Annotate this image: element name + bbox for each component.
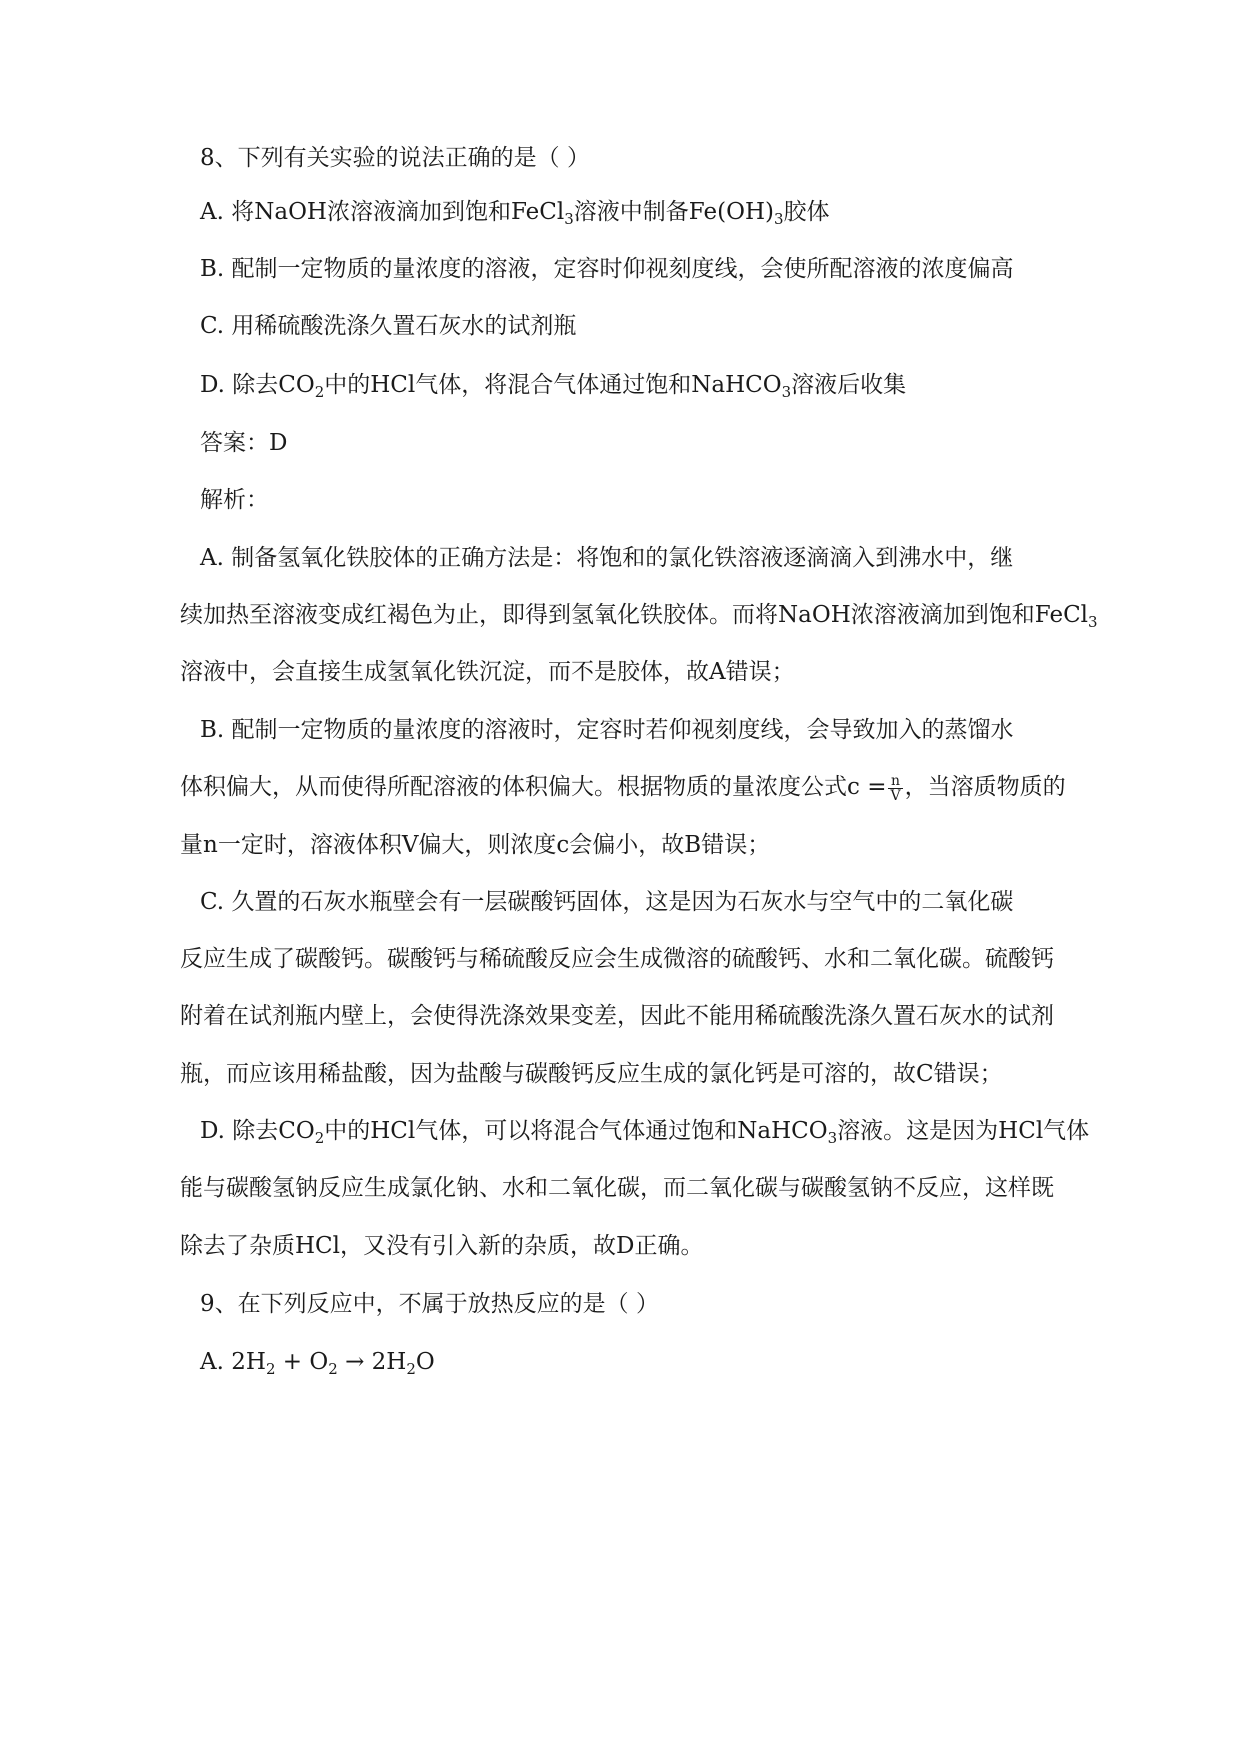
explanation-a-line-3: 溶液中，会直接生成氢氧化铁沉淀，而不是胶体，故A错误； — [180, 659, 795, 685]
question-8-option-a: A. 将NaOH浓溶液滴加到饱和FeCl$_3$溶液中制备$Fe(OH)_3$胶体 — [200, 199, 830, 228]
formula-fraction: $\frac{n}{V}$ — [890, 772, 901, 804]
explanation-a-line-2: 续加热至溶液变成红褐色为止，即得到氢氧化铁胶体。而将NaOH浓溶液滴加到饱和FeCl$_3$ — [180, 602, 1098, 631]
question-8-option-d: D. 除去$CO_2$中的HCl气体，将混合气体通过饱和NaHCO$_3$溶液后收集 — [200, 372, 907, 401]
question-9-stem: 9、在下列反应中，不属于放热反应的是（ ） — [200, 1291, 659, 1317]
explanation-b-line-2: 体积偏大，从而使得所配溶液的体积偏大。根据物质的量浓度公式c = $\frac{n}{V}$ ，当溶质物质的 — [180, 772, 1066, 804]
answer-line: 答案：D — [200, 430, 288, 456]
analysis-label: 解析： — [200, 487, 269, 513]
question-8-option-c: C. 用稀硫酸洗涤久置石灰水的试剂瓶 — [200, 313, 577, 339]
question-9-option-a: A. $2H_2 + O_2 \to 2H_2O$ — [200, 1349, 435, 1378]
explanation-d-line-1: D. 除去$CO_2$中的HCl气体，可以将混合气体通过饱和NaHCO$_3$溶液。这是因为HCl气体 — [200, 1118, 1090, 1147]
explanation-c-line-1: C. 久置的石灰水瓶壁会有一层碳酸钙固体，这是因为石灰水与空气中的二氧化碳 — [200, 889, 1014, 915]
explanation-b-line-1: B. 配制一定物质的量浓度的溶液时，定容时若仰视刻度线，会导致加入的蒸馏水 — [200, 717, 1014, 743]
explanation-c-line-3: 附着在试剂瓶内壁上，会使得洗涤效果变差，因此不能用稀硫酸洗涤久置石灰水的试剂 — [180, 1003, 1054, 1029]
explanation-c-line-4: 瓶，而应该用稀盐酸，因为盐酸与碳酸钙反应生成的氯化钙是可溶的，故C错误； — [180, 1061, 1003, 1087]
explanation-c-line-2: 反应生成了碳酸钙。碳酸钙与稀硫酸反应会生成微溶的硫酸钙、水和二氧化碳。硫酸钙 — [180, 946, 1054, 972]
explanation-b-line-3: 量n一定时，溶液体积V偏大，则浓度c会偏小，故B错误； — [180, 832, 771, 858]
explanation-a-line-1: A. 制备氢氧化铁胶体的正确方法是：将饱和的氯化铁溶液逐滴滴入到沸水中，继 — [200, 545, 1014, 571]
explanation-d-line-2: 能与碳酸氢钠反应生成氯化钠、水和二氧化碳，而二氧化碳与碳酸氢钠不反应，这样既 — [180, 1175, 1054, 1201]
explanation-d-line-3: 除去了杂质HCl，又没有引入新的杂质，故D正确。 — [180, 1233, 704, 1259]
question-8-stem: 8、下列有关实验的说法正确的是（ ） — [200, 145, 590, 171]
question-8-option-b: B. 配制一定物质的量浓度的溶液，定容时仰视刻度线，会使所配溶液的浓度偏高 — [200, 256, 1014, 282]
